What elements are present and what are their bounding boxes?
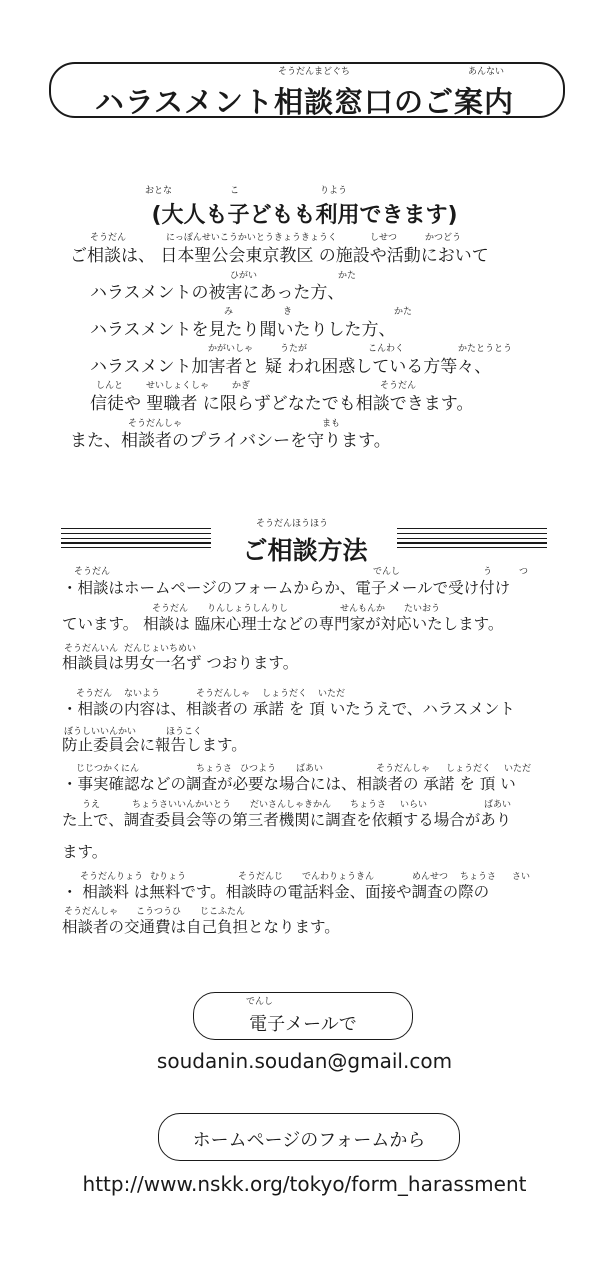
- ruby-text: うたが: [280, 344, 308, 354]
- ruby-text: そうだん: [74, 567, 111, 577]
- ruby-text: かた: [338, 271, 357, 281]
- ruby-text: そうだんじ: [238, 872, 284, 882]
- intro-subtitle: (大人も子どもも利用できます): [151, 203, 458, 228]
- ruby-ko: こ: [230, 186, 240, 196]
- ruby-annai: あんない: [468, 67, 505, 77]
- ruby-text: ばあい: [484, 800, 512, 810]
- ruby-text: こんわく: [368, 344, 405, 354]
- method-p1-line2: ています。 相談は 臨床心理士などの専門家が対応いたします。: [62, 615, 504, 633]
- method-p4-line2: 相談者の交通費は自己負担となります。: [62, 918, 340, 936]
- ruby-soudanmadoguchi: そうだんまどぐち: [278, 67, 351, 77]
- ruby-text: かたとうとう: [458, 344, 513, 354]
- form-label: ホームページのフォームから: [192, 1130, 426, 1151]
- email-address-link[interactable]: soudanin.soudan@gmail.com: [156, 1049, 453, 1073]
- method-p3-line2: た上で、調査委員会等の第三者機関に調査を依頼する場合があり: [62, 811, 512, 829]
- ruby-riyou: りよう: [320, 186, 348, 196]
- ruby-denshi: でんし: [246, 997, 274, 1007]
- section-title-method: ご相談方法: [242, 536, 368, 565]
- ruby-text: じじつかくにん: [76, 764, 140, 774]
- decorative-rules-left: [61, 528, 211, 550]
- email-label: 電子メールで: [249, 1014, 357, 1035]
- ruby-text: そうだんしゃ: [196, 689, 251, 699]
- ruby-text: こうつうひ: [136, 907, 182, 917]
- method-p4-line1: ・ 相談料 は無料です。相談時の電話料金、面接や調査の際の: [62, 883, 490, 901]
- ruby-text: ちょうさ: [460, 872, 497, 882]
- ruby-text: う: [483, 567, 493, 577]
- ruby-text: でんわりょうきん: [302, 872, 375, 882]
- ruby-text: かぎ: [232, 381, 251, 391]
- ruby-text: しょうだく: [262, 689, 308, 699]
- ruby-text: そうだんしゃ: [376, 764, 431, 774]
- ruby-text: そうだんしゃ: [128, 419, 183, 429]
- ruby-text: いただ: [318, 689, 346, 699]
- method-p1-line1: ・相談はホームページのフォームからか、電子メールで受け付け: [62, 579, 511, 597]
- ruby-text: うえ: [82, 800, 101, 810]
- ruby-text: き: [283, 307, 293, 317]
- ruby-text: かつどう: [425, 233, 462, 243]
- ruby-text: じこふたん: [200, 907, 246, 917]
- ruby-text: ちょうさ: [350, 800, 387, 810]
- ruby-text: そうだん: [76, 689, 113, 699]
- page-title: ハラスメント相談窓口のご案内: [94, 85, 515, 119]
- ruby-text: ばあい: [296, 764, 324, 774]
- method-p3-line3: ます。: [62, 843, 108, 861]
- intro-line-5: 信徒や 聖職者 に限らずどなたでも相談できます。: [90, 394, 474, 414]
- intro-line-2: ハラスメントの被害にあった方、: [90, 283, 345, 303]
- ruby-text: み: [224, 307, 234, 317]
- ruby-text: しんと: [96, 381, 124, 391]
- ruby-text: そうだん: [90, 233, 127, 243]
- ruby-text: かた: [394, 307, 413, 317]
- ruby-text: だんじょいちめい: [124, 644, 197, 654]
- ruby-otona: おとな: [145, 186, 173, 196]
- intro-line-4: ハラスメント加害者と 疑 われ困惑している方等々、: [90, 357, 492, 377]
- ruby-text: そうだんいん: [64, 644, 119, 654]
- ruby-text: ほうこく: [166, 727, 203, 737]
- ruby-text: さい: [512, 872, 531, 882]
- ruby-text: だいさんしゃきかん: [250, 800, 332, 810]
- ruby-text: ひがい: [230, 271, 258, 281]
- ruby-text: せいしょくしゃ: [146, 381, 210, 391]
- ruby-text: めんせつ: [412, 872, 449, 882]
- intro-line-3: ハラスメントを見たり聞いたりした方、: [90, 320, 396, 340]
- method-p3-line1: ・事実確認などの調査が必要な場合には、相談者の 承諾 を 頂 い: [62, 775, 516, 793]
- ruby-text: そうだんしゃ: [64, 907, 119, 917]
- intro-line-6: また、相談者のプライバシーを守ります。: [70, 431, 391, 451]
- ruby-text: たいおう: [404, 604, 441, 614]
- ruby-text: りんしょうしんりし: [207, 604, 289, 614]
- ruby-text: そうだん: [152, 604, 189, 614]
- ruby-text: ちょうさいいんかいとう: [132, 800, 232, 810]
- ruby-text: いただ: [504, 764, 532, 774]
- method-p1-line3: 相談員は男女一名ず つおります。: [62, 654, 299, 672]
- method-p2-line1: ・相談の内容は、相談者の 承諾 を 頂 いたうえで、ハラスメント: [62, 700, 515, 718]
- ruby-text: せんもんか: [340, 604, 386, 614]
- ruby-text: いらい: [400, 800, 428, 810]
- decorative-rules-right: [397, 528, 547, 550]
- intro-line-1: ご相談は、 日本聖公会東京教区 の施設や活動において: [70, 246, 489, 266]
- ruby-text: そうだん: [380, 381, 417, 391]
- ruby-text: でんし: [373, 567, 401, 577]
- ruby-text: ひつよう: [240, 764, 277, 774]
- form-url-link[interactable]: http://www.nskk.org/tokyo/form_harassment: [82, 1172, 527, 1196]
- ruby-soudanhouhou: そうだんほうほう: [256, 519, 329, 529]
- ruby-text: つ: [519, 567, 529, 577]
- ruby-text: ちょうさ: [196, 764, 233, 774]
- method-p2-line2: 防止委員会に報告します。: [62, 736, 247, 754]
- ruby-text: かがいしゃ: [208, 344, 254, 354]
- ruby-text: まも: [322, 419, 341, 429]
- ruby-text: しせつ: [370, 233, 398, 243]
- ruby-text: しょうだく: [446, 764, 492, 774]
- ruby-text: ぼうしいいんかい: [64, 727, 137, 737]
- ruby-text: ないよう: [124, 689, 161, 699]
- ruby-text: むりょう: [150, 872, 187, 882]
- ruby-text: にっぽんせいこうかいとうきょうきょうく: [166, 233, 337, 243]
- ruby-text: そうだんりょう: [80, 872, 144, 882]
